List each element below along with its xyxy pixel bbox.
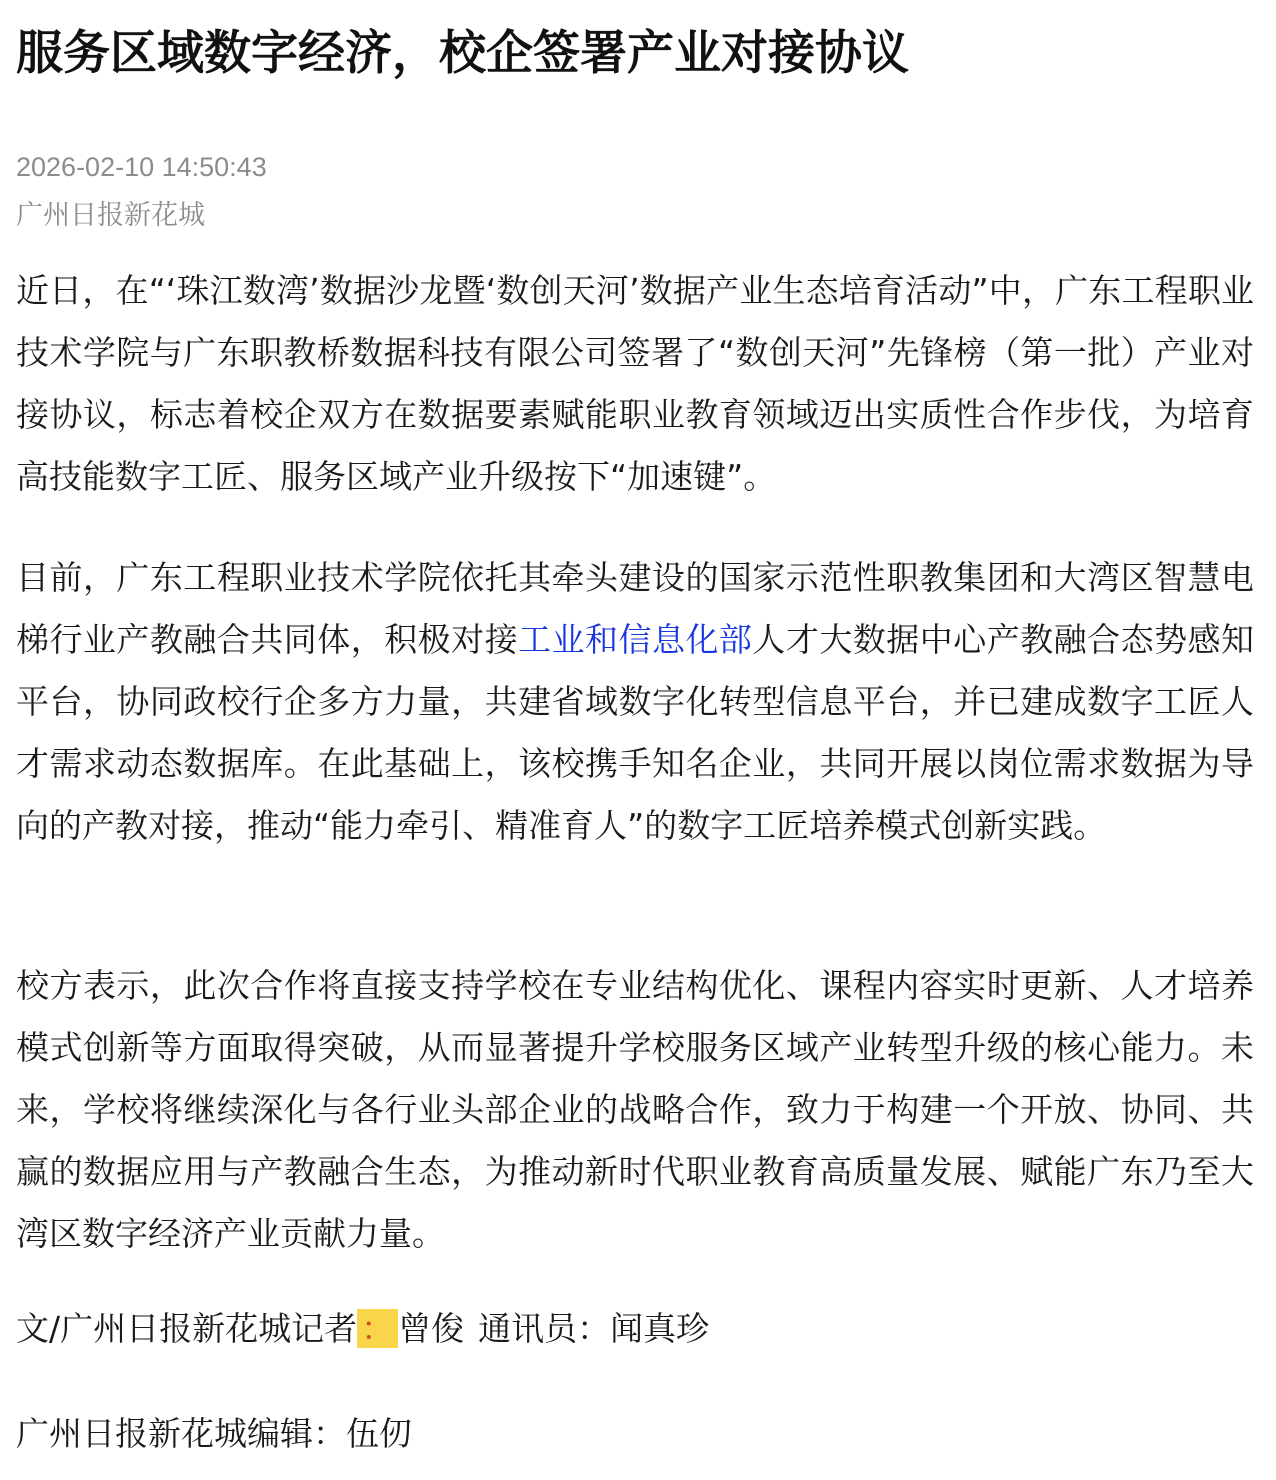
correspondent-credit: 通讯员：闻真珍 — [478, 1309, 710, 1348]
publish-datetime: 2026-02-10 14:50:43 — [16, 152, 267, 182]
paragraph-2-text-before: 目前，广东工程职业技术学院依托其牵头建设的国家示范性职教集团和大湾区智慧电梯行业产教融合共同体，积极对接 — [16, 558, 1254, 659]
article-paragraph-3: 校方表示，此次合作将直接支持学校在专业结构优化、课程内容实时更新、人才培养模式创新等方面取得突破，从而显著提升学校服务区域产业转型升级的核心能力。未来，学校将继续深化与各行业头部企业的战略合作，致力于构建一个开放、协同、共赢的数据应用与产教融合生态，为推动新时代职业教育高质量发展、赋能广东乃至大湾区数字经济产业贡献力量。 — [16, 966, 1254, 1253]
writer-credit — [16, 1298, 709, 1360]
writer-name: 曾俊 — [398, 1309, 465, 1348]
article-title: 服务区域数字经济，校企签署产业对接协议 — [16, 26, 909, 81]
article-paragraph-2 — [16, 547, 1254, 857]
writer-prefix: 文/广州日报新花城记者 — [16, 1309, 358, 1348]
editor-credit: 广州日报新花城编辑：伍仞 — [16, 1414, 412, 1453]
paragraph-2-text-after: 人才大数据中心产教融合态势感知平台，协同政校行企多方力量，共建省域数字化转型信息平台，并已建成数字工匠人才需求动态数据库。在此基础上，该校携手知名企业，共同开展以岗位需求数据为导向的产教对接，推动“能力牵引、精准育人”的数字工匠培养模式创新实践。 — [16, 620, 1255, 845]
article-source: 广州日报新花城 — [16, 200, 205, 231]
miit-link[interactable]: 工业和信息化部 — [518, 620, 753, 659]
highlighted-colon: ： — [357, 1309, 398, 1348]
article-paragraph-1: 近日，在“‘珠江数湾’数据沙龙暨‘数创天河’数据产业生态培育活动”中，广东工程职业技术学院与广东职教桥数据科技有限公司签署了“数创天河”先锋榜（第一批）产业对接协议，标志着校企双方在数据要素赋能职业教育领域迈出实质性合作步伐，为培育高技能数字工匠、服务区域产业升级按下“加速键”。 — [16, 271, 1254, 496]
